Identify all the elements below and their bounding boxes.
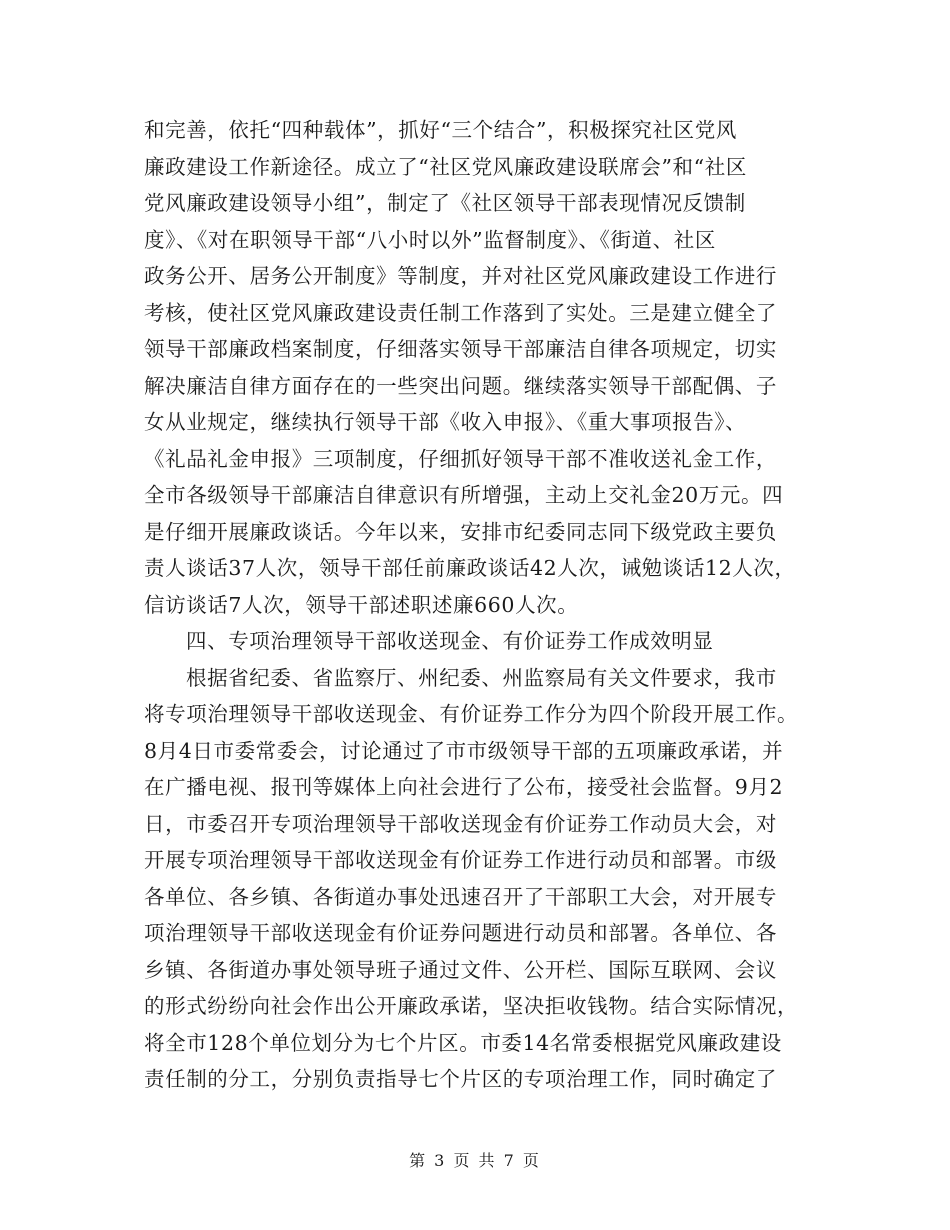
text-line: 在广播电视、报刊等媒体上向社会进行了公布，接受社会监督。9月2 — [144, 775, 784, 799]
text-line: 项治理领导干部收送现金有价证券问题进行动员和部署。各单位、各 — [144, 921, 777, 945]
text-line: 将专项治理领导干部收送现金、有价证券工作分为四个阶段开展工作。 — [144, 702, 799, 726]
section-heading: 四、专项治理领导干部收送现金、有价证券工作成效明显 — [186, 629, 714, 653]
text-line: 将全市128个单位划分为七个片区。市委14名常委根据党风廉政建设 — [144, 1030, 782, 1055]
text-line: 信访谈话7人次，领导干部述职述廉660人次。 — [144, 592, 579, 617]
text-line: 根据省纪委、省监察厅、州纪委、州监察局有关文件要求，我市 — [186, 665, 777, 690]
text-line: 各单位、各乡镇、各街道办事处迅速召开了干部职工大会，对开展专 — [144, 884, 777, 909]
body-text — [144, 112, 804, 1098]
text-line: 是仔细开展廉政谈话。今年以来，安排市纪委同志同下级党政主要负 — [144, 519, 777, 544]
text-line: 廉政建设工作新途径。成立了“社区党风廉政建设联席会”和“社区 — [144, 154, 747, 179]
text-line: 乡镇、各街道办事处领导班子通过文件、公开栏、国际互联网、会议 — [144, 957, 777, 982]
text-line: 度》、《对在职领导干部“八小时以外”监督制度》、《街道、社区 — [144, 227, 716, 252]
text-line: 的形式纷纷向社会作出公开廉政承诺，坚决拒收钱物。结合实际情况， — [144, 994, 799, 1018]
page-footer: 第 3 页 共 7 页 — [409, 1151, 541, 1170]
text-line: 《礼品礼金申报》三项制度，仔细抓好领导干部不准收送礼金工作， — [144, 446, 777, 471]
text-line: 考核，使社区党风廉政建设责任制工作落到了实处。三是建立健全了 — [144, 300, 777, 325]
text-line: 全市各级领导干部廉洁自律意识有所增强，主动上交礼金20万元。四 — [144, 483, 784, 507]
text-line: 解决廉洁自律方面存在的一些突出问题。继续落实领导干部配偶、子 — [144, 373, 777, 398]
text-line: 日，市委召开专项治理领导干部收送现金有价证券工作动员大会，对 — [144, 811, 777, 836]
text-line: 开展专项治理领导干部收送现金有价证券工作进行动员和部署。市级 — [144, 848, 777, 872]
text-line: 责任制的分工，分别负责指导七个片区的专项治理工作，同时确定了 — [144, 1067, 777, 1091]
text-line: 8月4日市委常委会，讨论通过了市市级领导干部的五项廉政承诺，并 — [144, 738, 784, 763]
text-line: 责人谈话37人次，领导干部任前廉政谈话42人次，诫勉谈话12人次， — [144, 556, 796, 580]
text-line: 政务公开、居务公开制度》等制度，并对社区党风廉政建设工作进行 — [144, 264, 777, 288]
text-line: 领导干部廉政档案制度，仔细落实领导干部廉洁自律各项规定，切实 — [144, 337, 777, 361]
text-line: 女从业规定，继续执行领导干部《收入申报》、《重大事项报告》、 — [144, 410, 747, 434]
text-line: 和完善，依托“四种载体”，抓好“三个结合”，积极探究社区党风 — [144, 118, 737, 142]
text-line: 党风廉政建设领导小组”，制定了《社区领导干部表现情况反馈制 — [144, 191, 746, 215]
